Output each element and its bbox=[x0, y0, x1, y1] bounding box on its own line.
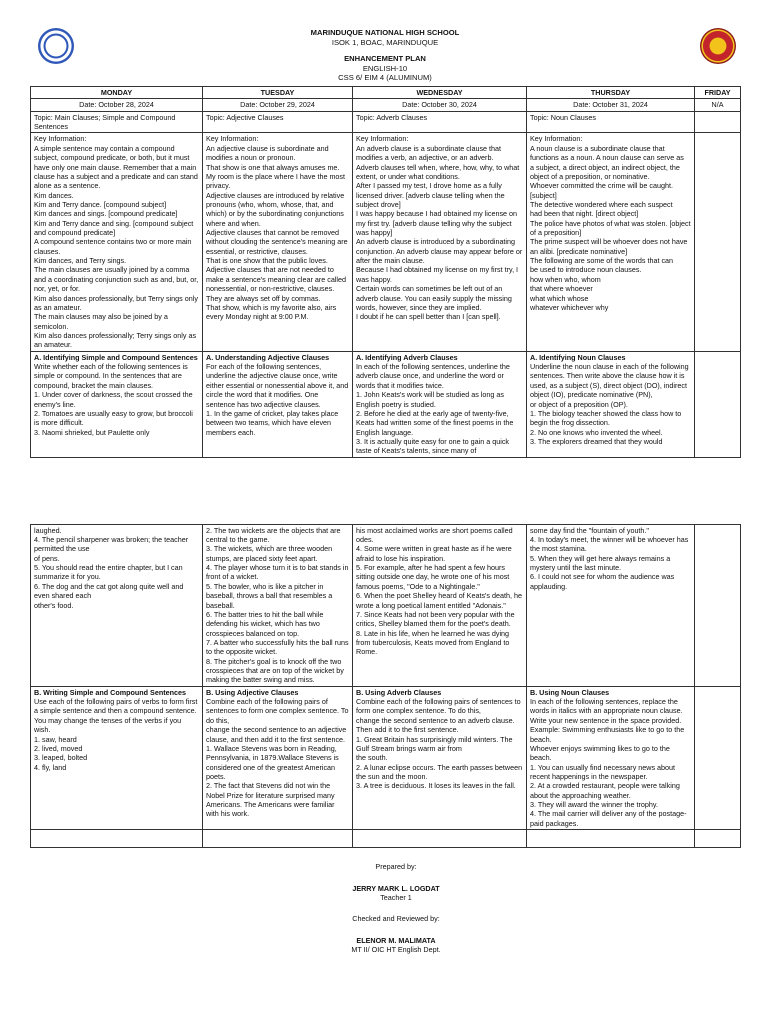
cell-line: 8. Late in his life, when he learned he was dying from tuberculosis, Keats moved from England to Rome. bbox=[356, 628, 510, 657]
key-info-cell bbox=[353, 133, 527, 351]
activity-a-cont-cell bbox=[695, 524, 741, 686]
cell-line: or object of a preposition (OP). bbox=[530, 399, 628, 409]
cell-line: Kim also dances professionally, but Terry sings only as an amateur. bbox=[34, 293, 198, 312]
cell-line: In each of the following sentences, underline the adverb clause once, and underline the word or words that it modifies twice. bbox=[356, 362, 510, 390]
cell-line: Kim dances, and Terry sings. bbox=[34, 256, 127, 266]
cell-line: 2. The fact that Stevens did not win the Nobel Prize for literature surprised many bbox=[206, 781, 335, 800]
cell-line: A. Understanding Adjective Clauses bbox=[206, 352, 330, 362]
activity-a-row bbox=[31, 351, 741, 457]
cell-line: Certain words can sometimes be left out of an adverb clause. You can easily supply the missing words, however, since they are implied. bbox=[356, 284, 512, 312]
cell-line: his most acclaimed works are short poems called odes. bbox=[356, 525, 513, 545]
cell-line: 6. The dog and the cat got along quite well and even shared each bbox=[34, 581, 184, 601]
key-info-cell bbox=[31, 133, 203, 351]
key-info-cell bbox=[527, 133, 695, 351]
empty-cell bbox=[353, 830, 527, 848]
cell-line: change the second sentence to an adverb clause. Then add it to the first sentence. bbox=[356, 715, 515, 735]
cell-line: 1. Wallace Stevens was born in Reading, Pennsylvania, in 1879.Wallace Stevens is considered one of the greatest American poets. bbox=[206, 743, 339, 781]
activity-b-row bbox=[31, 686, 741, 829]
cell-line: 3. The explorers dreamed that they would bbox=[530, 436, 663, 446]
cell-line: Combine each of the following pairs of sentences to form one complex sentence. To do this, bbox=[206, 697, 349, 725]
empty-row bbox=[31, 830, 741, 848]
cell-line: B. Writing Simple and Compound Sentences bbox=[34, 687, 187, 697]
activity-a-cell bbox=[31, 351, 203, 457]
activity-a-cont-cell bbox=[31, 524, 203, 686]
topic-cell: Topic: Adjective Clauses bbox=[203, 111, 353, 133]
date-cell: Date: October 31, 2024 bbox=[527, 99, 695, 111]
cell-line: laughed. bbox=[34, 525, 62, 535]
cell-line: 4. The player whose turn it is to bat stands in front of a wicket. bbox=[206, 563, 349, 582]
activity-b-cell bbox=[353, 686, 527, 829]
cell-line: Example: Swimming enthusiasts like to go to the beach. bbox=[530, 725, 685, 744]
cell-line: 5. For example, after he had spent a few hours sitting outside one day, he wrote one of his most famous poems, "Ode to a Nightingale." bbox=[356, 563, 510, 591]
cell-line: In each of the following sentences, replace the words in italics with an appropriate noun clause. Write your new sentence in the space provided. bbox=[530, 697, 683, 725]
cell-line: An adverb clause is a subordinate clause that modifies a verb, an adjective, or an adverb. bbox=[356, 143, 502, 163]
signature-block bbox=[266, 862, 526, 954]
subject-label: ENGLISH-10 bbox=[362, 63, 408, 73]
key-info-cell bbox=[203, 133, 353, 351]
school-address: ISOK 1, BOAC, MARINDUQUE bbox=[331, 37, 439, 47]
cell-line: Kim dances and sings. [compound predicate] bbox=[34, 209, 178, 219]
cell-line: how when who, whom bbox=[530, 274, 601, 284]
cell-line: 4. The pencil sharpener was broken; the teacher permitted the use bbox=[34, 535, 189, 554]
cell-line: Whoever committed the crime will be caught. [subject] bbox=[530, 181, 674, 200]
cell-line: Because I had obtained my license on my first try, I was happy. bbox=[356, 265, 519, 284]
cell-line: A. Identifying Noun Clauses bbox=[530, 352, 626, 362]
section-label: CSS 6/ EIM 4 (ALUMINUM) bbox=[338, 73, 432, 83]
cell-line: that where whoever bbox=[530, 284, 593, 294]
cell-line: 6. I could not see for whom the audience was applauding. bbox=[530, 572, 675, 591]
cell-line: 1. Great Britain has surprisingly mild winters. The Gulf Stream brings warm air from bbox=[356, 734, 513, 753]
cell-line: 1. You can usually find necessary news about recent happenings in the newspaper. bbox=[530, 762, 676, 781]
cell-line: After I passed my test, I drove home as a fully licensed driver. [adverb clause telling when the subject drove] bbox=[356, 181, 505, 209]
activity-b-cell bbox=[203, 686, 353, 829]
deped-seal-icon bbox=[38, 28, 74, 64]
day-header: TUESDAY bbox=[203, 87, 353, 99]
cell-line: 3. It is actually quite easy for one to gain a quick taste of Keats's talents, since many of bbox=[356, 436, 510, 456]
cell-line: Whoever enjoys swimming likes to go to the beach. bbox=[530, 743, 670, 763]
cell-line: B. Using Adverb Clauses bbox=[356, 687, 442, 697]
date-cell: Date: October 30, 2024 bbox=[353, 99, 527, 111]
cell-line: 8. The pitcher's goal is to knock off the two crosspieces that are on top of the wicket by making the batter swing and miss. bbox=[206, 656, 344, 685]
cell-line: had been that night. [direct object] bbox=[530, 209, 639, 219]
cell-line: 1. Under cover of darkness, the scout crossed the enemy's line. bbox=[34, 390, 193, 409]
activity-b-cell bbox=[695, 686, 741, 829]
cell-line: 3. A tree is deciduous. It loses its leaves in the fall. bbox=[356, 781, 516, 791]
activity-a-cont-cell bbox=[527, 524, 695, 686]
cell-line: Combine each of the following pairs of sentences to form one complex sentence. To do this, bbox=[356, 697, 521, 716]
empty-cell bbox=[695, 830, 741, 848]
cell-line: 2. The two wickets are the objects that are central to the game. bbox=[206, 525, 341, 545]
cell-line: The detective wondered where each suspect bbox=[530, 199, 673, 209]
cell-line: Key Information: bbox=[356, 134, 409, 144]
day-header: THURSDAY bbox=[527, 87, 695, 99]
activity-a-cell bbox=[353, 351, 527, 457]
cell-line: 6. When the poet Shelley heard of Keats's death, he wrote a long poetical lament entitled "Adonais." bbox=[356, 591, 522, 610]
cell-line: Use each of the following pairs of verbs to form first a simple sentence and then a compound sentence. You may change the tenses of the verbs if you wish. bbox=[34, 697, 198, 735]
cell-line: Adjective clauses that are not needed to make a sentence's meaning clear are called nonessential, or non-restrictive, clauses. They are always set off by commas. bbox=[206, 265, 347, 303]
cell-line: The prime suspect will be whoever does not have an alibi. [predicate nominative] bbox=[530, 237, 688, 256]
cell-line: 5. When they will get here always remains a mystery until the last minute. bbox=[530, 553, 671, 573]
cell-line: 4. The mail carrier will deliver any of the postage-paid packages. bbox=[530, 809, 687, 828]
document-header bbox=[30, 28, 740, 86]
cell-line: members each. bbox=[206, 427, 256, 437]
topic-cell bbox=[695, 111, 741, 133]
cell-line: 7. Since Keats had not been very popular with the critics, Shelley blamed them for the poet's death. bbox=[356, 609, 515, 629]
teacher-name: JERRY MARK L. LOGDAT bbox=[352, 883, 440, 893]
cell-line: The following are some of the words that can bbox=[530, 256, 674, 266]
cell-line: Underline the noun clause in each of the following sentences. Then write above the clause how it is used, as a subject (S), direct object (DO), indirect object (IO), predicate nominative (PN), bbox=[530, 362, 689, 400]
cell-line: For each of the following sentences, underline the adjective clause once, write either essential or nonessential above it, and circle the word that it modifies. One sentence has two adjective clauses. bbox=[206, 362, 349, 409]
day-header: WEDNESDAY bbox=[353, 87, 527, 99]
cell-line: a subject, a direct object, an indirect object, the bbox=[530, 162, 680, 172]
cell-line: what which whose bbox=[530, 293, 589, 303]
cell-line: Write whether each of the following sentences is simple or compound. In the sentences that are compound, bracket the main clauses. bbox=[34, 362, 188, 390]
cell-line: 5. You should read the entire chapter, but I can summarize it for you. bbox=[34, 563, 183, 582]
topics-row bbox=[31, 111, 741, 133]
cell-line: A simple sentence may contain a compound subject, compound predicate, or both, but it must have only one main clause. Remember that a main clause has a subject and a predicate and can stand alone as a sentence. bbox=[34, 143, 198, 191]
topic-cell: Topic: Adverb Clauses bbox=[353, 111, 527, 133]
cell-line: An adverb clause is introduced by a subordinating conjunction. An adverb clause may appear before or after the main clause. bbox=[356, 237, 523, 266]
cell-line: A. Identifying Adverb Clauses bbox=[356, 352, 458, 362]
prepared-label: Prepared by: bbox=[375, 862, 417, 872]
cell-line: The main clauses may also be joined by a semicolon. bbox=[34, 312, 168, 331]
cell-line: 4. fly, land bbox=[34, 762, 67, 772]
cell-line: 2. A lunar eclipse occurs. The earth passes between the sun and the moon. bbox=[356, 762, 523, 781]
cell-line: 5. The bowler, who is like a pitcher in baseball, throws a ball that resembles a baseball. bbox=[206, 581, 333, 610]
cell-line: Kim also dances professionally; Terry sings only as an amateur. bbox=[34, 330, 197, 350]
cell-line: Key Information: bbox=[34, 134, 87, 144]
day-header: FRIDAY bbox=[695, 87, 741, 99]
key-info-row bbox=[31, 133, 741, 351]
reviewer-title: MT II/ OIC HT English Dept. bbox=[351, 944, 441, 954]
plan-table-page1 bbox=[30, 86, 741, 458]
days-row bbox=[31, 87, 741, 99]
cell-line: 1. The biology teacher showed the class how to begin the frog dissection. bbox=[530, 408, 682, 428]
cell-line: 2. Before he died at the early age of twenty-five, Keats had written some of the finest poems in the English language. bbox=[356, 408, 514, 437]
date-cell: N/A bbox=[695, 99, 741, 111]
empty-cell bbox=[527, 830, 695, 848]
page-break bbox=[30, 458, 740, 524]
cell-line: Kim and Terry dance and sing. [compound subject and compound predicate] bbox=[34, 218, 194, 238]
topic-cell: Topic: Noun Clauses bbox=[527, 111, 695, 133]
lesson-plan-page bbox=[30, 28, 740, 954]
topic-cell: Topic: Main Clauses; Simple and Compound Sentences bbox=[31, 111, 203, 133]
cell-line: B. Using Adjective Clauses bbox=[206, 687, 299, 697]
cell-line: 1. John Keats's work will be studied as long as English poetry is studied. bbox=[356, 390, 504, 409]
cell-line: 3. The wickets, which are three wooden stumps, are placed sixty feet apart. bbox=[206, 544, 333, 563]
dates-row bbox=[31, 99, 741, 111]
cell-line: Adverb clauses tell when, where, how, why, to what extent, or under what conditions. bbox=[356, 162, 520, 181]
activity-a-cont-row bbox=[31, 524, 741, 686]
cell-line: object of a preposition, or nominative. bbox=[530, 171, 650, 181]
plan-title: ENHANCEMENT PLAN bbox=[344, 53, 426, 63]
cell-line: change the second sentence to an adjective clause, and then add it to the first sentence. bbox=[206, 725, 347, 744]
school-seal-icon bbox=[700, 28, 736, 64]
cell-line: 2. No one knows who invented the wheel. bbox=[530, 427, 663, 437]
cell-line: Key Information: bbox=[206, 134, 259, 144]
activity-b-cell bbox=[31, 686, 203, 829]
cell-line: 4. In today's meet, the winner will be whoever has the most stamina. bbox=[530, 535, 689, 554]
activity-a-cont-cell bbox=[203, 524, 353, 686]
cell-line: Adjective clauses are introduced by relative pronouns (who, whom, whose, that, and which) or by the subordinating conjunctions where and when. bbox=[206, 190, 345, 228]
cell-line: That show, which is my favorite also, airs every Monday night at 9:00 P.M. bbox=[206, 302, 337, 322]
cell-line: An adjective clause is subordinate and modifies a noun or pronoun. bbox=[206, 143, 329, 163]
reviewer-name: ELENOR M. MALIMATA bbox=[356, 935, 436, 945]
cell-line: B. Using Noun Clauses bbox=[530, 687, 610, 697]
activity-a-cell bbox=[203, 351, 353, 457]
empty-cell bbox=[203, 830, 353, 848]
cell-line: 6. The batter tries to hit the ball while defending his wicket, which has two crosspieces balanced on top. bbox=[206, 609, 324, 638]
cell-line: 4. Some were written in great haste as if he were afraid to lose his inspiration. bbox=[356, 544, 512, 563]
cell-line: Adjective clauses that cannot be removed without clouding the sentence's meaning are essential, or restrictive, clauses. bbox=[206, 228, 348, 256]
activity-b-cell bbox=[527, 686, 695, 829]
cell-line: Key Information: bbox=[530, 134, 583, 144]
cell-line: 2. At a crowded restaurant, people were talking about the approaching weather. bbox=[530, 781, 680, 800]
plan-table-page2 bbox=[30, 524, 741, 849]
cell-line: The main clauses are usually joined by a comma and a coordinating conjunction such as and, but, or, nor, yet, or for. bbox=[34, 265, 199, 294]
cell-line: 7. A batter who successfully hits the ball runs to the opposite wicket. bbox=[206, 637, 349, 657]
activity-a-cell bbox=[695, 351, 741, 457]
reviewed-label: Checked and Reviewed by: bbox=[352, 914, 440, 924]
cell-line: The police have photos of what was stolen. [object of a preposition] bbox=[530, 218, 691, 238]
cell-line: My room is the place where I have the most privacy. bbox=[206, 171, 346, 191]
activity-a-cell bbox=[527, 351, 695, 457]
key-info-cell bbox=[695, 133, 741, 351]
cell-line: A compound sentence contains two or more main clauses. bbox=[34, 237, 192, 256]
cell-line: I doubt if he can spell better than I [can spell]. bbox=[356, 312, 501, 322]
school-name: MARINDUQUE NATIONAL HIGH SCHOOL bbox=[310, 28, 460, 37]
cell-line: the south. bbox=[356, 753, 388, 763]
cell-line: some day find the "fountain of youth." bbox=[530, 525, 649, 535]
cell-line: of pens. bbox=[34, 553, 60, 563]
cell-line: 3. leaped, bolted bbox=[34, 753, 88, 763]
cell-line: I was happy because I had obtained my license on my first try. [adverb clause telling why the subject was happy] bbox=[356, 209, 518, 238]
teacher-title: Teacher 1 bbox=[380, 892, 412, 902]
cell-line: That show is one that always amuses me. bbox=[206, 162, 340, 172]
activity-a-cont-cell bbox=[353, 524, 527, 686]
cell-line: 2. Tomatoes are usually easy to grow, but broccoli is more difficult. bbox=[34, 408, 193, 428]
date-cell: Date: October 29, 2024 bbox=[203, 99, 353, 111]
cell-line: 3. Naomi shrieked, but Paulette only bbox=[34, 427, 150, 437]
cell-line: 2. lived, moved bbox=[34, 743, 83, 753]
day-header: MONDAY bbox=[31, 87, 203, 99]
cell-line: A noun clause is a subordinate clause that functions as a noun. A noun clause can serve as bbox=[530, 143, 684, 163]
cell-line: be used to introduce noun clauses. bbox=[530, 265, 642, 275]
cell-line: 1. In the game of cricket, play takes place between two teams, which have eleven bbox=[206, 408, 339, 428]
cell-line: A. Identifying Simple and Compound Sentences bbox=[34, 352, 198, 362]
cell-line: other's food. bbox=[34, 600, 74, 610]
date-cell: Date: October 28, 2024 bbox=[31, 99, 203, 111]
cell-line: whatever whichever why bbox=[530, 302, 609, 312]
cell-line: Kim and Terry dance. [compound subject] bbox=[34, 199, 167, 209]
cell-line: That is one show that the public loves. bbox=[206, 256, 328, 266]
cell-line: Kim dances. bbox=[34, 190, 74, 200]
cell-line: 1. saw, heard bbox=[34, 734, 77, 744]
cell-line: 3. They will award the winner the trophy. bbox=[530, 800, 658, 810]
empty-cell bbox=[31, 830, 203, 848]
cell-line: Americans. The Americans were familiar with his work. bbox=[206, 800, 335, 819]
